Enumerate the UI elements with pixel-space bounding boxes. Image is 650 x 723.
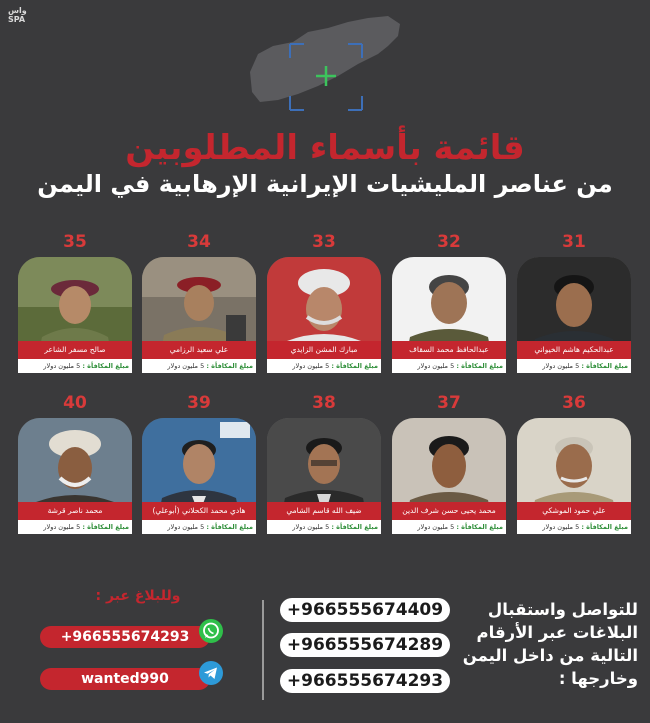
- person-name: عبدالحكيم هاشم الخيواني: [517, 341, 631, 359]
- reward-value: 5 مليون دولار: [167, 523, 205, 531]
- reward-info: [142, 359, 256, 373]
- phone-number-3[interactable]: +966555674293: [280, 669, 450, 693]
- reward-info: [517, 359, 631, 373]
- reward-info: [517, 520, 631, 534]
- reward-label: مبلغ المكافأة :: [206, 523, 253, 531]
- wanted-card-39: [142, 393, 256, 549]
- yemen-map-crosshair-icon: [238, 14, 404, 114]
- wanted-card-32: [392, 232, 506, 388]
- contact-text: للتواصل واستقبال البلاغات عبر الأرقام التالية من داخل اليمن وخارجها :: [462, 600, 638, 688]
- card-number: 40: [63, 393, 87, 413]
- reward-value: 5 مليون دولار: [43, 362, 81, 370]
- card-number: 35: [63, 232, 87, 252]
- page-title: قائمة بأسماء المطلوبين: [125, 128, 525, 168]
- reward-label: مبلغ المكافأة :: [331, 362, 378, 370]
- telegram-account[interactable]: wanted990: [40, 668, 210, 690]
- person-name: محمد ناصر قرشة: [18, 502, 132, 520]
- card-number: 34: [187, 232, 211, 252]
- reward-label: مبلغ المكافأة :: [82, 523, 129, 531]
- reward-label: مبلغ المكافأة :: [456, 362, 503, 370]
- reward-label: مبلغ المكافأة :: [581, 523, 628, 531]
- person-name: ضيف الله قاسم الشامي: [267, 502, 381, 520]
- report-label: وللبلاغ عبر :: [95, 588, 181, 604]
- wanted-card-36: [517, 393, 631, 549]
- reward-label: مبلغ المكافأة :: [206, 362, 253, 370]
- page-subtitle: من عناصر المليشيات الإيرانية الإرهابية في اليمن: [37, 170, 613, 198]
- card-number: 32: [437, 232, 461, 252]
- wanted-card-35: [18, 232, 132, 388]
- phone-number-2[interactable]: +966555674289: [280, 633, 450, 657]
- reward-label: مبلغ المكافأة :: [331, 523, 378, 531]
- reward-info: [142, 520, 256, 534]
- phone-number-1[interactable]: +966555674409: [280, 598, 450, 622]
- reward-label: مبلغ المكافأة :: [581, 362, 628, 370]
- reward-value: 5 مليون دولار: [43, 523, 81, 531]
- reward-info: [392, 520, 506, 534]
- person-name: مبارك المشن الزايدي: [267, 341, 381, 359]
- reward-value: 5 مليون دولار: [417, 523, 455, 531]
- person-name: عبدالحافظ محمد السقاف: [392, 341, 506, 359]
- reward-info: [18, 359, 132, 373]
- reward-value: 5 مليون دولار: [292, 362, 330, 370]
- person-name: هادي محمد الكحلاني (أبوعلي): [142, 502, 256, 520]
- card-number: 31: [562, 232, 586, 252]
- wanted-card-38: [267, 393, 381, 549]
- wanted-card-37: [392, 393, 506, 549]
- card-number: 39: [187, 393, 211, 413]
- person-name: علي حمود الموشكي: [517, 502, 631, 520]
- whatsapp-icon: [198, 618, 224, 644]
- reward-value: 5 مليون دولار: [542, 523, 580, 531]
- reward-value: 5 مليون دولار: [542, 362, 580, 370]
- reward-value: 5 مليون دولار: [292, 523, 330, 531]
- reward-label: مبلغ المكافأة :: [82, 362, 129, 370]
- reward-value: 5 مليون دولار: [417, 362, 455, 370]
- reward-info: [18, 520, 132, 534]
- wanted-card-31: [517, 232, 631, 388]
- spa-logo-text: SPA: [8, 15, 26, 24]
- card-number: 33: [312, 232, 336, 252]
- person-name: صالح مسفر الشاعر: [18, 341, 132, 359]
- wanted-card-40: [18, 393, 132, 549]
- whatsapp-number[interactable]: +966555674293: [40, 626, 210, 648]
- reward-info: [392, 359, 506, 373]
- spa-logo: واس SPA: [8, 6, 38, 24]
- reward-info: [267, 359, 381, 373]
- person-name: محمد يحيى حسن شرف الدين: [392, 502, 506, 520]
- wanted-card-34: [142, 232, 256, 388]
- reward-value: 5 مليون دولار: [167, 362, 205, 370]
- wanted-card-33: [267, 232, 381, 388]
- telegram-icon: [198, 660, 224, 686]
- card-number: 36: [562, 393, 586, 413]
- reward-label: مبلغ المكافأة :: [456, 523, 503, 531]
- card-number: 38: [312, 393, 336, 413]
- reward-info: [267, 520, 381, 534]
- divider: [262, 600, 264, 700]
- card-number: 37: [437, 393, 461, 413]
- person-name: علي سعيد الرزامي: [142, 341, 256, 359]
